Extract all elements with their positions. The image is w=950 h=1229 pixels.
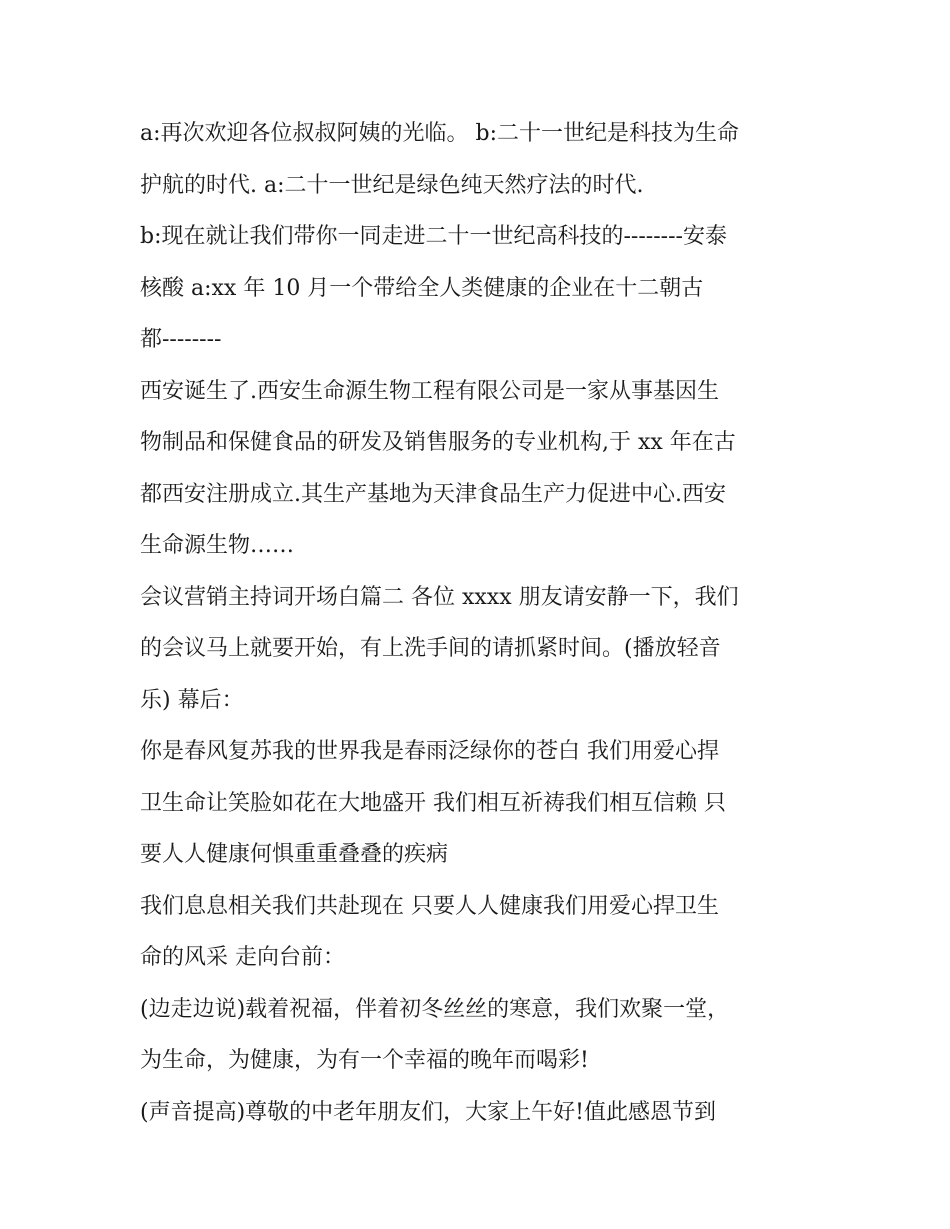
text-line: (边走边说)载着祝福，伴着初冬丝丝的寒意，我们欢聚一堂， [140, 996, 730, 1022]
text-line: 西安诞生了.西安生命源生物工程有限公司是一家从事基因生 [140, 378, 719, 404]
text-line: 命的风采 走向台前： [140, 945, 345, 970]
text-line: 都西安注册成立.其生产基地为天津食品生产力促进中心.西安 [140, 481, 726, 507]
text-line: 护航的时代. a:二十一世纪是绿色纯天然疗法的时代. [140, 172, 644, 198]
text-line: 卫生命让笑脸如花在大地盛开 我们相互祈祷我们相互信赖 只 [140, 790, 726, 816]
text-line: 乐) 幕后： [140, 687, 244, 713]
text-line: 我们息息相关我们共赴现在 只要人人健康我们用爱心捍卫生 [140, 893, 719, 919]
document-body [140, 108, 820, 1138]
text-line: 的会议马上就要开始，有上洗手间的请抓紧时间。(播放轻音 [140, 636, 721, 661]
text-line: 为生命，为健康，为有一个幸福的晚年而喝彩! [140, 1048, 589, 1073]
text-line: 物制品和保健食品的研发及销售服务的专业机构,于 xx 年在古 [140, 430, 736, 455]
text-line: 会议营销主持词开场白篇二 各位 xxxx 朋友请安静一下，我们 [140, 584, 739, 610]
text-line: b:现在就让我们带你一同走进二十一世纪高科技的--------安泰 [140, 224, 727, 249]
text-line: a:再次欢迎各位叔叔阿姨的光临。 b:二十一世纪是科技为生命 [140, 121, 740, 146]
text-line: 要人人健康何惧重重叠叠的疾病 [140, 842, 449, 867]
text-line: 都-------- [140, 327, 222, 352]
text-line: 你是春风复苏我的世界我是春雨泛绿你的苍白 我们用爱心捍 [140, 739, 719, 764]
text-line: 核酸 a:xx 年 10 月一个带给全人类健康的企业在十二朝古 [140, 275, 704, 301]
text-line: 生命源生物…… [140, 533, 295, 558]
text-line: (声音提高)尊敬的中老年朋友们，大家上午好!值此感恩节到 [140, 1099, 717, 1125]
